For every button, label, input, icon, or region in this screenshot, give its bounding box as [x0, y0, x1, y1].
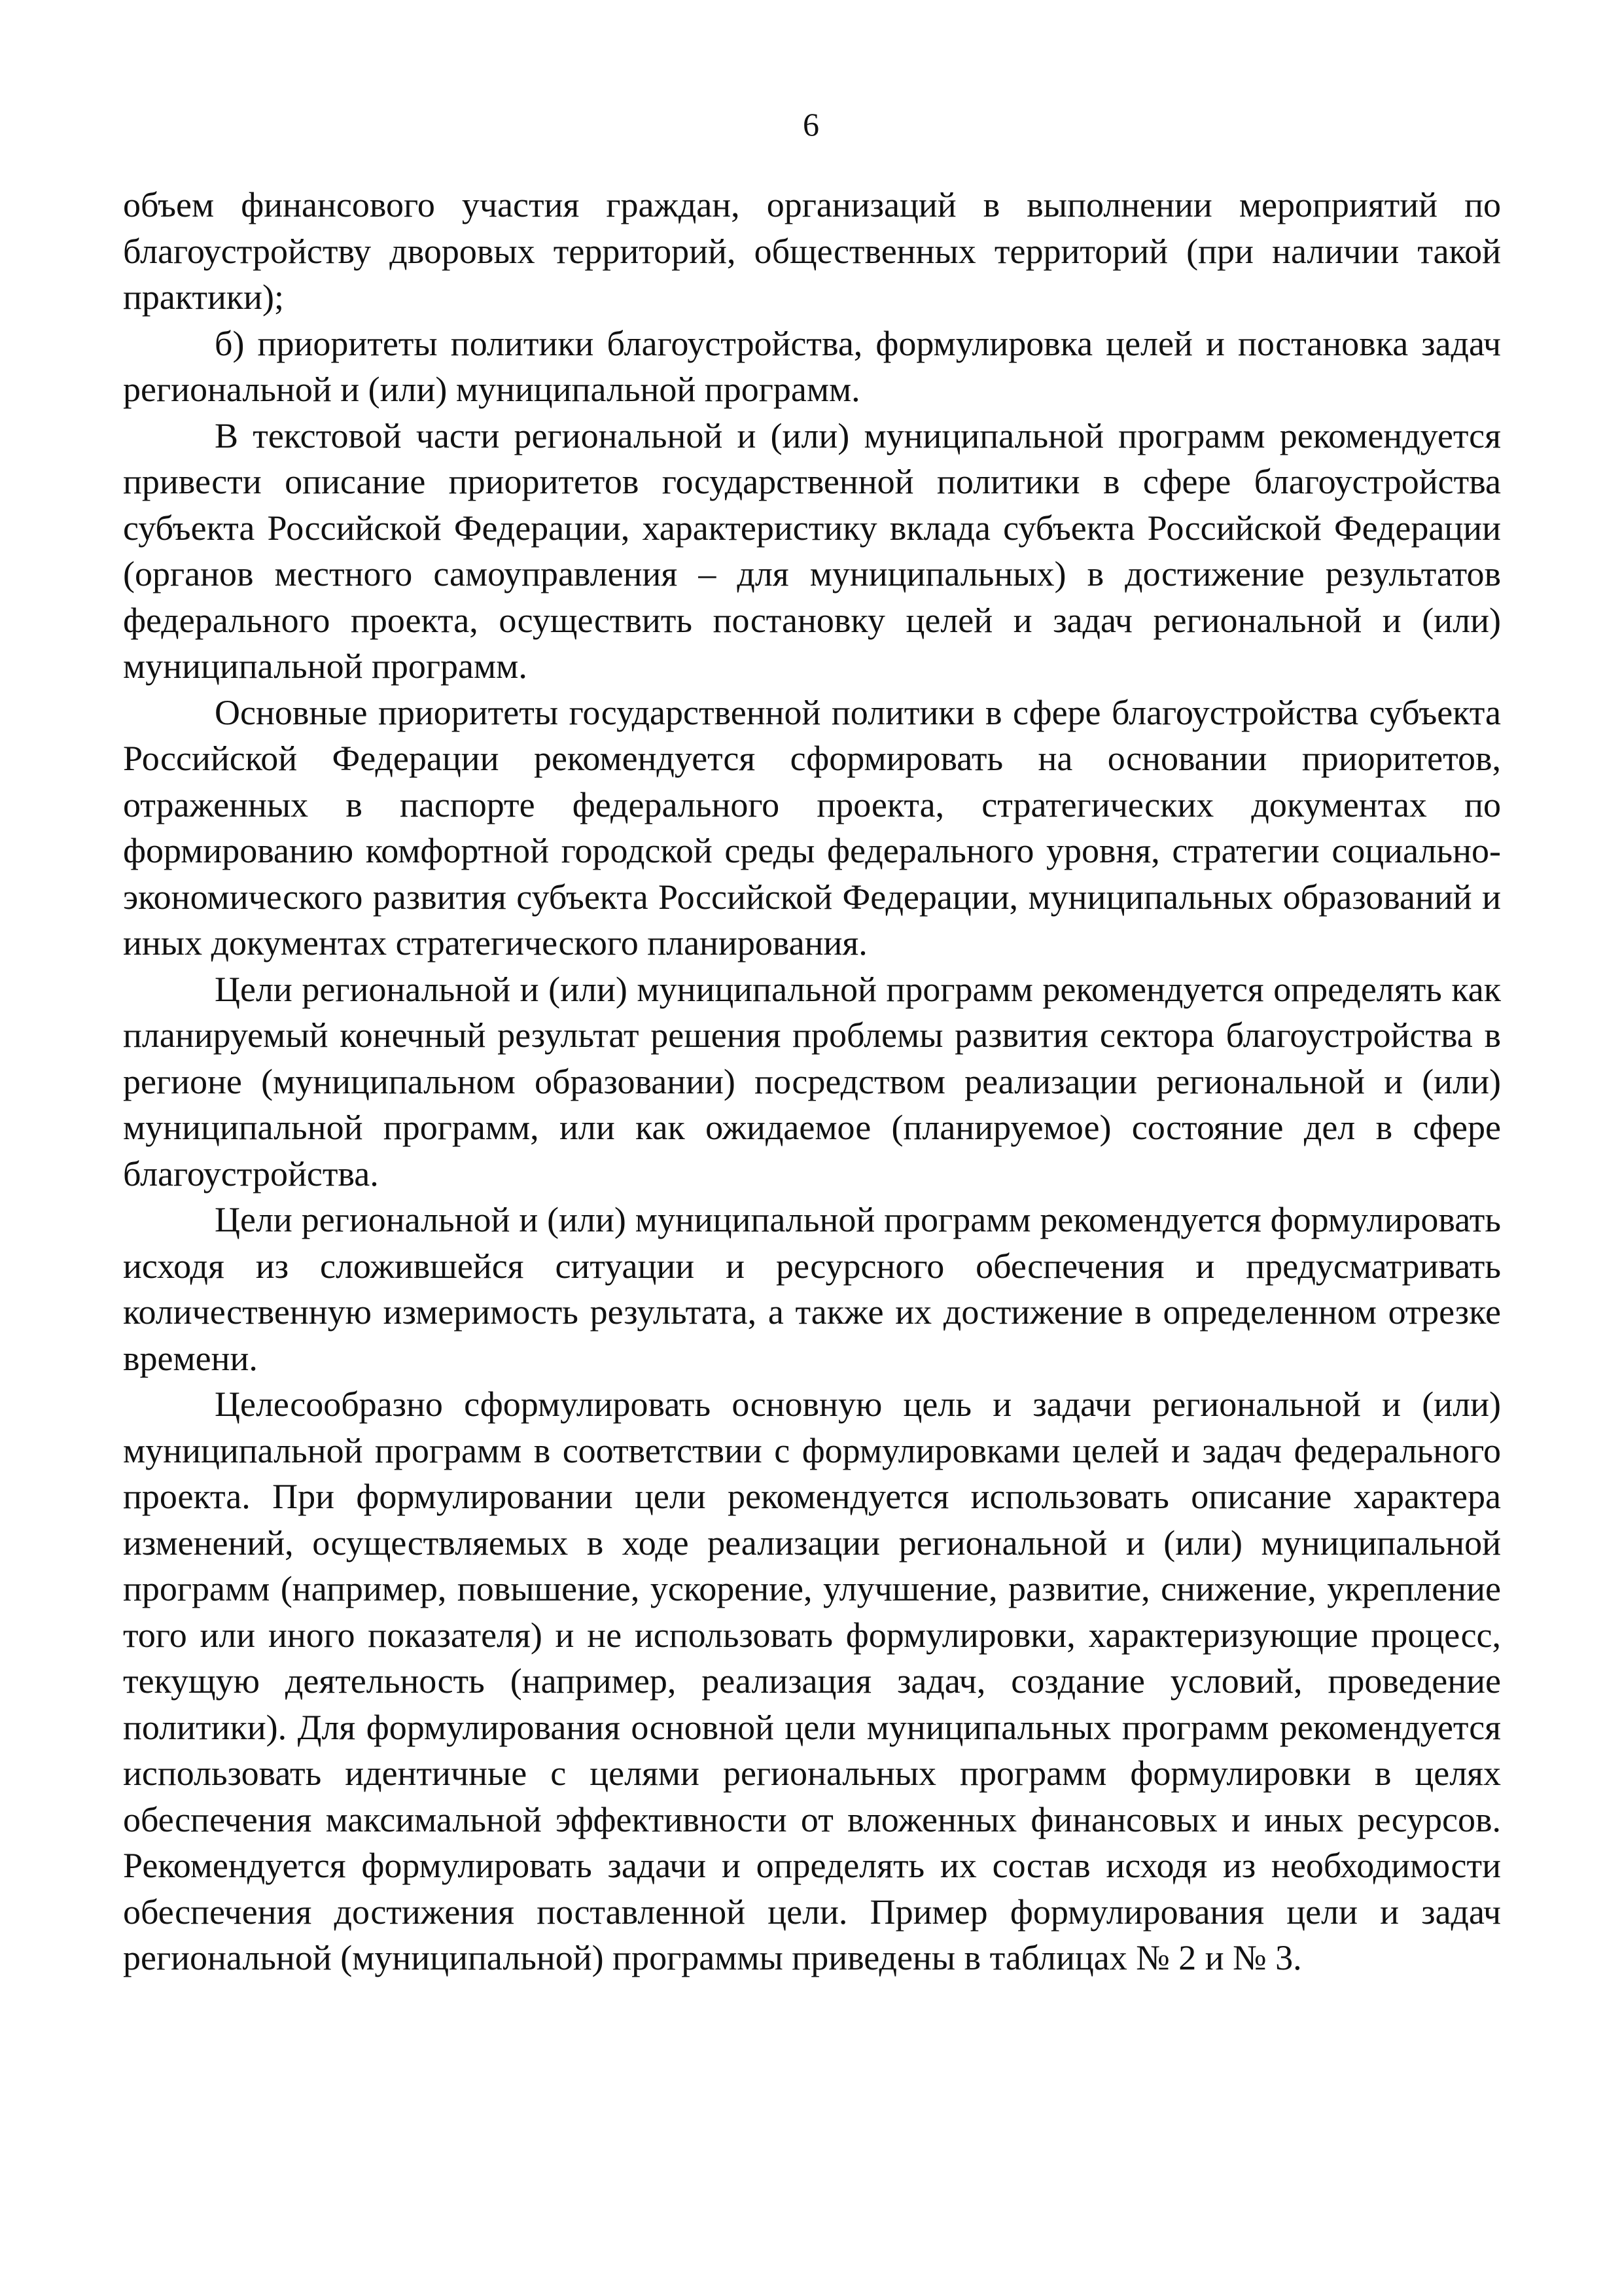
- paragraph-text-part: В текстовой части региональной и (или) муниципальной программ рекомендуется привести описание приоритетов государственной политики в сфере благоустройства субъекта Российской Федерации, характеристику вклада субъекта Российской Федерации (органов местного самоуправления – для муниципальных) в достижение результатов федерального проекта, осуществить постановку целей и задач региональной и (или) муниципальной программ.: [123, 415, 1501, 686]
- paragraph-priorities-heading: б) приоритеты политики благоустройства, формулировка целей и постановка задач региональной и (или) муниципальной программ.: [123, 323, 1501, 409]
- document-body: [123, 182, 1501, 1981]
- page-number: 6: [803, 106, 819, 143]
- paragraph-financial-participation: объем финансового участия граждан, организаций в выполнении мероприятий по благоустройству дворовых территорий, общественных территорий (при наличии такой практики);: [123, 185, 1501, 317]
- paragraph-goal-and-tasks: Целесообразно сформулировать основную цель и задачи региональной и (или) муниципальной программ в соответствии с формулировками целей и задач федерального проекта. При формулировании цели рекомендуется использовать описание характера изменений, осуществляемых в ходе реализации региональной и (или) муниципальной программ (например, повышение, ускорение, улучшение, развитие, снижение, укрепление того или иного показателя) и не использовать формулировки, характеризующие процесс, текущую деятельность (например, реализация задач, создание условий, проведение политики). Для формулирования основной цели муниципальных программ рекомендуется использовать идентичные с целями региональных программ формулировки в целях обеспечения максимальной эффективности от вложенных финансовых и иных ресурсов. Рекомендуется формулировать задачи и определять их состав исходя из необходимости обеспечения достижения поставленной цели. Пример формулирования цели и задач региональной (муниципальной) программы приведены в таблицах № 2 и № 3.: [123, 1385, 1501, 1977]
- paragraph-goals-definition: Цели региональной и (или) муниципальной программ рекомендуется определять как планируемый конечный результат решения проблемы развития сектора благоустройства в регионе (муниципальном образовании) посредством реализации региональной и (или) муниципальной программ, или как ожидаемое (планируемое) состояние дел в сфере благоустройства.: [123, 969, 1501, 1193]
- paragraph-main-priorities: Основные приоритеты государственной политики в сфере благоустройства субъекта Российской Федерации рекомендуется сформировать на основании приоритетов, отраженных в паспорте федерального проекта, стратегических документах по формированию комфортной городской среды федерального уровня, стратегии социально-экономического развития субъекта Российской Федерации, муниципальных образований и иных документах стратегического планирования.: [123, 692, 1501, 963]
- paragraph-goals-formulation: Цели региональной и (или) муниципальной программ рекомендуется формулировать исходя из сложившейся ситуации и ресурсного обеспечения и предусматривать количественную измеримость результата, а также их достижение в определенном отрезке времени.: [123, 1200, 1501, 1378]
